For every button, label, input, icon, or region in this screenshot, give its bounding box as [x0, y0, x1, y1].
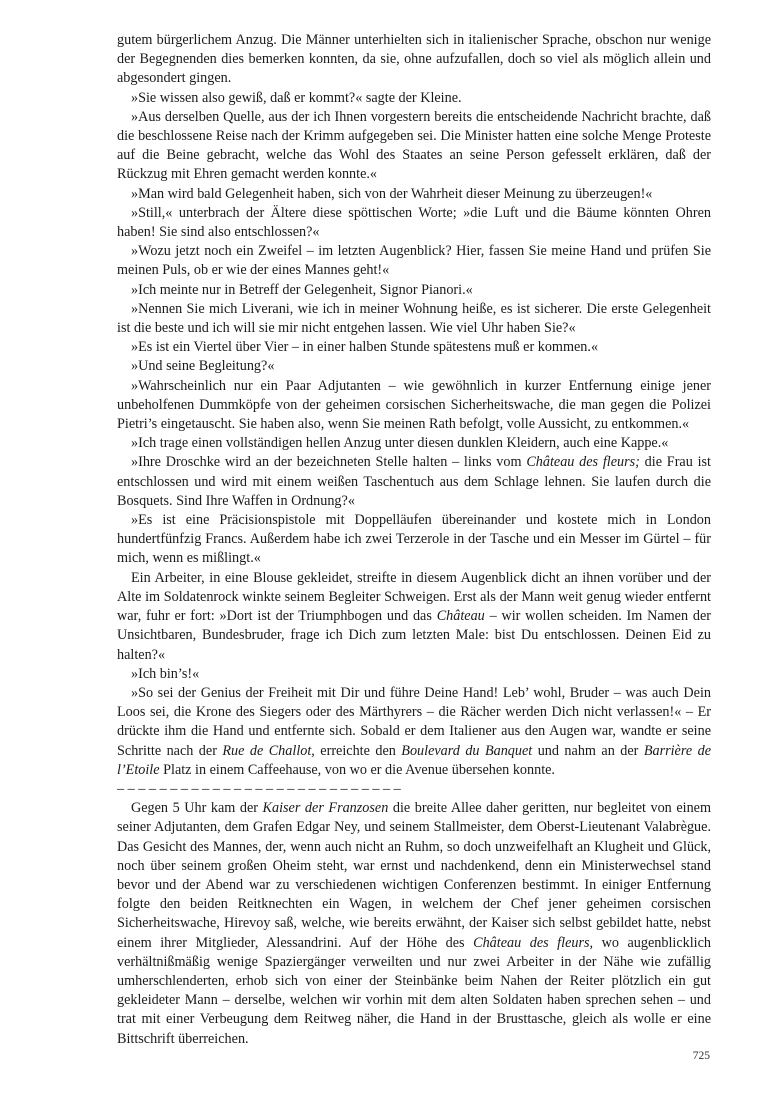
paragraph	[117, 511, 711, 569]
text-block-before-separator	[117, 31, 711, 780]
italic-text: Kaiser der Franzosen	[262, 800, 389, 817]
text-run: gutem bürgerlichem Anzug. Die Männer unterhielten sich in italienischer Sprache, obschon nur wenige der Begegnenden dies bemerken konnten, da sie, ohne aufzufallen, doch so viel als möglich allein und abgesondert gingen.	[117, 32, 711, 87]
italic-text: Boulevard du Banquet	[401, 742, 533, 759]
paragraph	[117, 338, 711, 357]
paragraph	[117, 799, 711, 1049]
text-block-after-separator	[117, 799, 711, 1049]
text-run: wo augenblicklich verhältnißmäßig wenige Spaziergänger verweilten und nur zwei Arbeiter in der Nähe wie zufällig umherschlenderten, erhob sich von einer der Steinbänke beim Nahen der Reiter plötzlich ein gut gekleideter Mann – derselbe, welchen wir vorhin mit dem alten Soldaten haben sprechen sehen – und trat mit einer Verbeugung dem Reitweg näher, die Hand in der Brusttasche, gleich als wolle er eine Bittschrift überreichen.	[117, 934, 711, 1047]
italic-text: Rue de Challot,	[222, 742, 315, 759]
paragraph	[117, 665, 711, 684]
text-run: Gegen 5 Uhr kam der	[131, 800, 263, 817]
paragraph	[117, 453, 711, 511]
text-run: die breite Allee daher geritten, nur begleitet von einem seiner Adjutanten, dem Grafen Edgar Ney, und seinem Stallmeister, dem Oberst-Lieutenant Valabrègue. Das Gesicht des Mannes, der, wenn auch nicht an Ruhm, so doch unzweifelhaft an Klugheit und Glück, noch über seinem großen Oheim steht, war ernst und nachdenkend, denn ein Ministerwechsel stand bevor und der Abend war zu verschiedenen wichtigen Conferenzen bestimmt. In einiger Entfernung folgte den beiden Reitknechten ein Wagen, in welchem der Chef jener geheimen corsischen Sicherheitswache, Hirevoy saß, welche, wie bereits erwähnt, der Kaiser sich selbst gebildet hatte, nebst einem ihrer Mitglieder, Alessandrini. Auf der Höhe des	[117, 800, 711, 951]
paragraph	[117, 242, 711, 280]
paragraph	[117, 185, 711, 204]
page-body	[117, 31, 711, 1049]
paragraph	[117, 281, 711, 300]
section-separator: – – – – – – – – – – – – – – – – – – – – – – – – – – –	[117, 780, 401, 797]
text-run: »Man wird bald Gelegenheit haben, sich von der Wahrheit dieser Meinung zu überzeugen!«	[131, 185, 653, 202]
text-run: »Still,« unterbrach der Ältere diese spöttischen Worte; »die Luft und die Bäume könnten Ohren haben! Sie sind also entschlossen?«	[117, 204, 711, 241]
paragraph	[117, 684, 711, 780]
text-run: »Es ist ein Viertel über Vier – in einer halben Stunde spätestens muß er kommen.«	[131, 339, 599, 356]
text-run: »Ich meinte nur in Betreff der Gelegenheit, Signor Pianori.«	[131, 281, 473, 298]
paragraph	[117, 434, 711, 453]
text-run: Platz in einem Caffeehause, von wo er die Avenue übersehen konnte.	[159, 761, 555, 778]
italic-text: Château des fleurs;	[526, 454, 640, 471]
text-run: »Ich bin’s!«	[131, 665, 200, 682]
text-run: »Und seine Begleitung?«	[131, 358, 275, 375]
paragraph	[117, 300, 711, 338]
italic-text: Château des fleurs,	[473, 934, 594, 951]
text-run: Ein Arbeiter, in eine Blouse gekleidet, streifte in diesem Augenblick dicht an ihnen vorüber und der Alte im Soldatenrock winkte seinem Begleiter Schweigen. Erst als der Mann weit genug wieder entfernt war, fuhr er fort: »Dort ist der Triumphbogen und das	[117, 569, 711, 625]
text-run: »Wozu jetzt noch ein Zweifel – im letzten Augenblick? Hier, fassen Sie meine Hand und prüfen Sie meinen Puls, ob er wie der eines Mannes geht!«	[117, 243, 711, 279]
paragraph	[117, 377, 711, 435]
paragraph	[117, 108, 711, 185]
page-number: 725	[692, 1050, 710, 1062]
text-run: die Frau ist entschlossen und wird mit einem weißen Taschentuch aus dem Schlage lehnen. Sie laufen durch die Bosquets. Sind Ihre Waffen in Ordnung?«	[117, 454, 711, 509]
paragraph	[117, 569, 711, 665]
paragraph	[117, 89, 711, 108]
text-run: – wir wollen scheiden. Im Namen der Unsichtbaren, Bundesbruder, frage ich Dich zum letzten Male: bist Du entschlossen. Deinen Eid zu halten?«	[117, 608, 711, 663]
italic-text: Château	[436, 608, 485, 625]
text-run: »Wahrscheinlich nur ein Paar Adjutanten – wie gewöhnlich in kurzer Entfernung einige jener unbeholfenen Dummköpfe von der geheimen corsischen Sicherheitswache, die man gegen die Polizei Pietri’s eingetauscht. Sie haben also, wenn Sie meinen Rath befolgt, volle Aussicht, zu entkommen.«	[117, 377, 711, 433]
text-run: »Nennen Sie mich Liverani, wie ich in meiner Wohnung heiße, es ist sicherer. Die erste Gelegenheit ist die beste und ich will sie mir nicht entgehen lassen. Wie viel Uhr haben Sie?«	[117, 300, 711, 337]
text-run: »So sei der Genius der Freiheit mit Dir und führe Deine Hand! Leb’ wohl, Bruder – was auch Dein Loos sei, die Krone des Siegers oder des Märthyrers – die Rächer werden Dich nicht verlassen!« – Er drückte ihm die Hand und entfernte sich. Sobald er dem Italiener aus den Augen war, wandte er seine Schritte nach der	[117, 684, 711, 759]
italic-text: Barrière de l’Etoile	[117, 742, 711, 778]
text-run: »Ihre Droschke wird an der bezeichneten Stelle halten – links vom	[131, 454, 527, 471]
text-run: »Aus derselben Quelle, aus der ich Ihnen vorgestern bereits die entscheidende Nachricht brachte, daß die beschlossene Reise nach der Krimm aufgegeben sei. Die Minister hatten eine solche Menge Proteste auf die Beine gebracht, welche das Wohl des Staates an seine Person gefesselt erklären, daß der Rückzug mit Ehren gemacht werden konnte.«	[117, 108, 711, 183]
text-run: und nahm an der	[532, 742, 644, 759]
text-run: erreichte den	[314, 742, 402, 759]
paragraph	[117, 357, 711, 376]
paragraph	[117, 204, 711, 242]
text-run: »Sie wissen also gewiß, daß er kommt?« sagte der Kleine.	[131, 89, 462, 106]
paragraph	[117, 31, 711, 89]
text-run: »Ich trage einen vollständigen hellen Anzug unter diesen dunklen Kleidern, auch eine Kappe.«	[131, 435, 669, 452]
text-run: »Es ist eine Präcisionspistole mit Doppelläufen übereinander und kostete mich in London hundertfünfzig Francs. Außerdem habe ich zwei Terzerole in der Tasche und ein Messer im Gürtel – für mich, wenn es mißlingt.«	[117, 512, 711, 567]
